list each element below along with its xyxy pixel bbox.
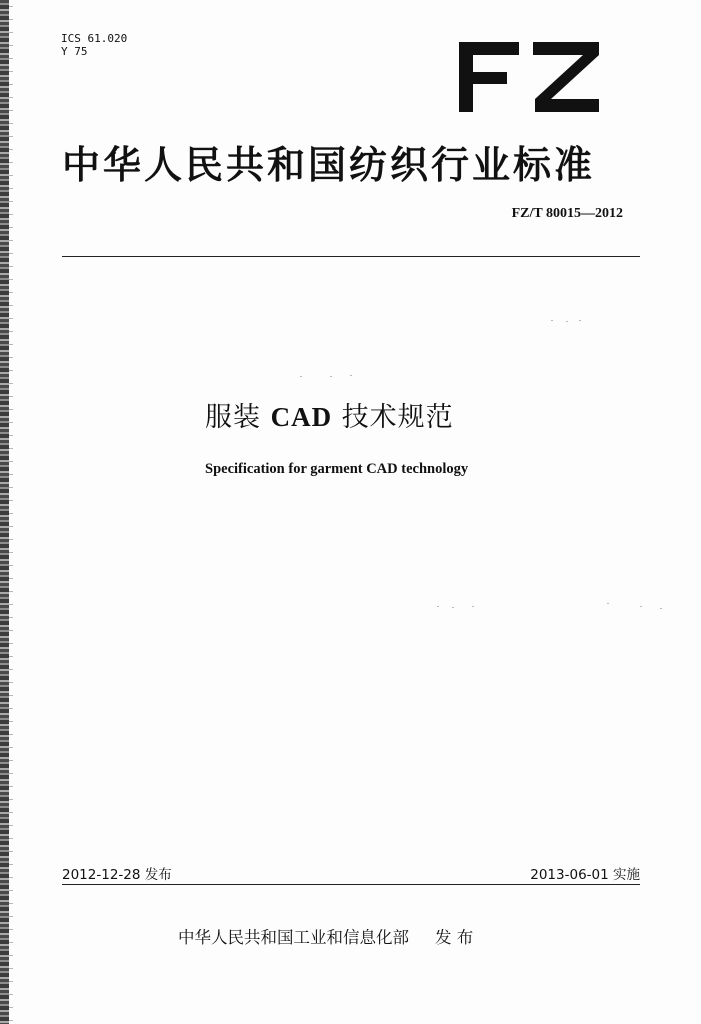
dates-row <box>62 863 640 883</box>
scan-speck <box>660 608 662 609</box>
scan-speck <box>300 376 302 377</box>
scan-edge-noise <box>0 0 9 1024</box>
implementation-date: 2013-06-01 实施 <box>530 867 640 883</box>
document-title-cn <box>205 395 454 434</box>
title-cn-suffix: 技术规范 <box>341 402 454 433</box>
standard-number: FZ/T 80015—2012 <box>511 206 623 221</box>
issue-word: 发 布 <box>435 928 474 947</box>
scan-speck <box>330 376 332 377</box>
scan-speck <box>452 607 454 608</box>
scan-speck <box>551 320 553 321</box>
issuing-body-title: 中华人民共和国纺织行业标准 <box>62 143 596 187</box>
fz-logo-graphic <box>459 42 599 112</box>
scan-edge-noise-light <box>9 0 13 1024</box>
document-title-en: Specification for garment CAD technology <box>205 461 469 477</box>
title-cn-prefix: 服装 <box>205 402 261 433</box>
top-divider <box>62 256 640 257</box>
issue-date: 2012-12-28 发布 <box>62 867 172 883</box>
issuer-name: 中华人民共和国工业和信息化部 <box>178 928 409 947</box>
classification-codes <box>61 32 127 58</box>
scan-speck <box>437 606 439 607</box>
fz-logo <box>459 42 599 112</box>
scan-speck <box>472 606 474 607</box>
scan-speck <box>350 375 352 376</box>
scan-speck <box>640 606 642 607</box>
title-cn-cad: CAD <box>270 402 333 432</box>
scan-speck <box>579 320 581 321</box>
issuer-line <box>178 924 473 948</box>
ics-code: ICS 61.020 <box>61 32 128 45</box>
scan-speck <box>566 321 568 322</box>
scan-speck <box>607 603 609 604</box>
bottom-divider <box>62 884 640 885</box>
ccs-code: Y 75 <box>61 45 88 58</box>
